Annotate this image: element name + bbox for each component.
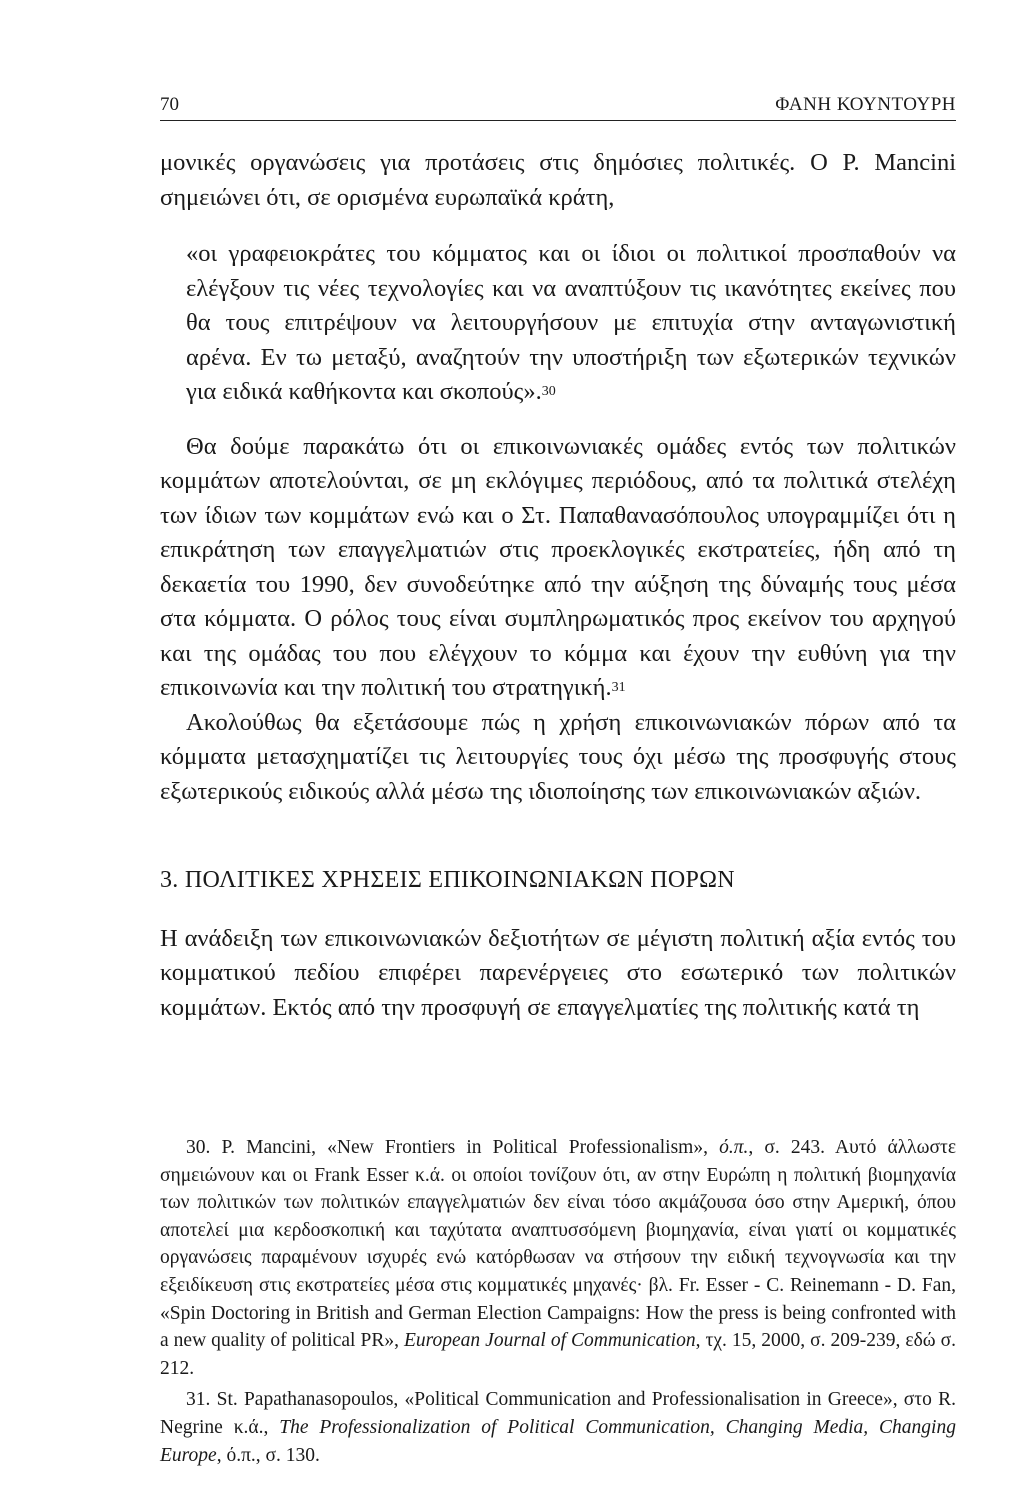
footnote-text: , τχ. 15, 2000, σ. 209-239, εδώ σ. 212.: [160, 1330, 956, 1379]
running-header: [160, 94, 956, 121]
running-head-author: ΦΑΝΗ ΚΟΥΝΤΟΥΡΗ: [775, 94, 956, 115]
section-heading: 3. ΠΟΛΙΤΙΚΕΣ ΧΡΗΣΕΙΣ ΕΠΙΚΟΙΝΩΝΙΑΚΩΝ ΠΟΡΩΝ: [160, 867, 735, 893]
paragraph: Η ανάδειξη των επικοινωνιακών δεξιοτήτων σε μέγιστη πολιτική αξία εντός του κομματικού πεδίου επιφέρει παρενέργειες στο εσωτερικό των πολιτικών κομμάτων. Εκτός από την προσφυγή σε επαγγελματίες της πολιτικής κατά τη: [160, 924, 956, 1021]
footnote-ref-31[interactable]: 31: [611, 680, 626, 695]
footnote-text: , ό.π., σ. 130.: [216, 1444, 320, 1466]
footnote-30: [160, 1134, 956, 1382]
paragraph: [160, 430, 956, 706]
footnote-journal-title: European Journal of Communication: [403, 1330, 696, 1352]
main-text: [160, 146, 956, 1025]
quote-text: «οι γραφειοκράτες του κόμματος και οι ίδιοι οι πολιτικοί προσπαθούν να ελέγξουν τις νέες τεχνολογίες και να αναπτύξουν τις ικανότητες εκείνες που θα τους επιτρέψουν να λειτουργήσουν με επιτυχία στην ανταγωνιστική αρένα. Εν τω μεταξύ, αναζητούν την υποστήριξη των εξωτερικών τεχνικών για ειδικά καθήκοντα και σκοπούς».: [186, 240, 956, 405]
footnote-text: 31. St. Papathanasopoulos, «Political Communication and Professionalisation in Greece», στο R. Negrine κ.ά.,: [160, 1389, 956, 1438]
footnote-ref-30[interactable]: 30: [541, 384, 556, 399]
paragraph-continuation: μονικές οργανώσεις για προτάσεις στις δημόσιες πολιτικές. Ο P. Mancini σημειώνει ότι, σε ορισμένα ευρωπαϊκά κράτη,: [160, 149, 956, 211]
footnote-text: , σ. 243. Αυτό άλλωστε σημειώνουν και οι Frank Esser κ.ά. οι οποίοι τονίζουν ότι, αν στην Ευρώπη η πολιτική βιομηχανία των πολιτικών των πολιτικών επαγγελματιών δεν είναι τόσο ακμάζουσα όσο στην Αμερική, όπου αποτελεί μια κερδοσκοπική και ταχύτατα αναπτυσσόμενη βιομηχανία, είναι γιατί οι κομματικές οργανώσεις παραμένουν ισχυρές ενώ κατόρθωσαν να στήσουν την ειδική τεχνογνωσία και την εξειδίκευση στις εκστρατείες μέσα στις κομματικές μηχανές· βλ. Fr. Esser - C. Reinemann - D. Fan, «Spin Doctoring in British and German Election Campaigns: How the press is being confronted with a new quality of political PR»,: [160, 1137, 957, 1352]
footnote-italic: ό.π.: [719, 1137, 749, 1158]
paragraph-text: Θα δούμε παρακάτω ότι οι επικοινωνιακές ομάδες εντός των πολιτικών κομμάτων αποτελούνται, σε μη εκλόγιμες περιόδους, από τα πολιτικά στελέχη των ίδιων των κομμάτων ενώ και ο Στ. Παπαθανασόπουλος υπογραμμίζει ότι η επικράτηση των επαγγελματιών στις προεκλογικές εκστρατείες, ήδη από τη δεκαετία του 1990, δεν συνοδεύτηκε από την αύξηση της δύναμής τους μέσα στα κόμματα. Ο ρόλος τους είναι συμπληρωματικός προς εκείνον του αρχηγού και της ομάδας του που ελέγχουν το κόμμα και έχουν την ευθύνη για την επικοινωνία και την πολιτική του στρατηγική.: [160, 432, 956, 701]
footnote-31: [160, 1386, 956, 1469]
page-number: 70: [160, 94, 179, 115]
block-quote: [160, 237, 956, 410]
footnotes: [160, 1134, 956, 1473]
paragraph: Ακολούθως θα εξετάσουμε πώς η χρήση επικοινωνιακών πόρων από τα κόμματα μετασχηματίζει τις λειτουργίες τους όχι μέσω της προσφυγής στους εξωτερικούς ειδικούς αλλά μέσω της ιδιοποίησης των επικοινωνιακών αξιών.: [160, 708, 956, 805]
footnote-book-title: The Professionalization of Political Communication, Changing Media, Changing Europe: [160, 1416, 956, 1466]
footnote-text: 30. P. Mancini, «New Frontiers in Political Professionalism»,: [186, 1137, 720, 1158]
